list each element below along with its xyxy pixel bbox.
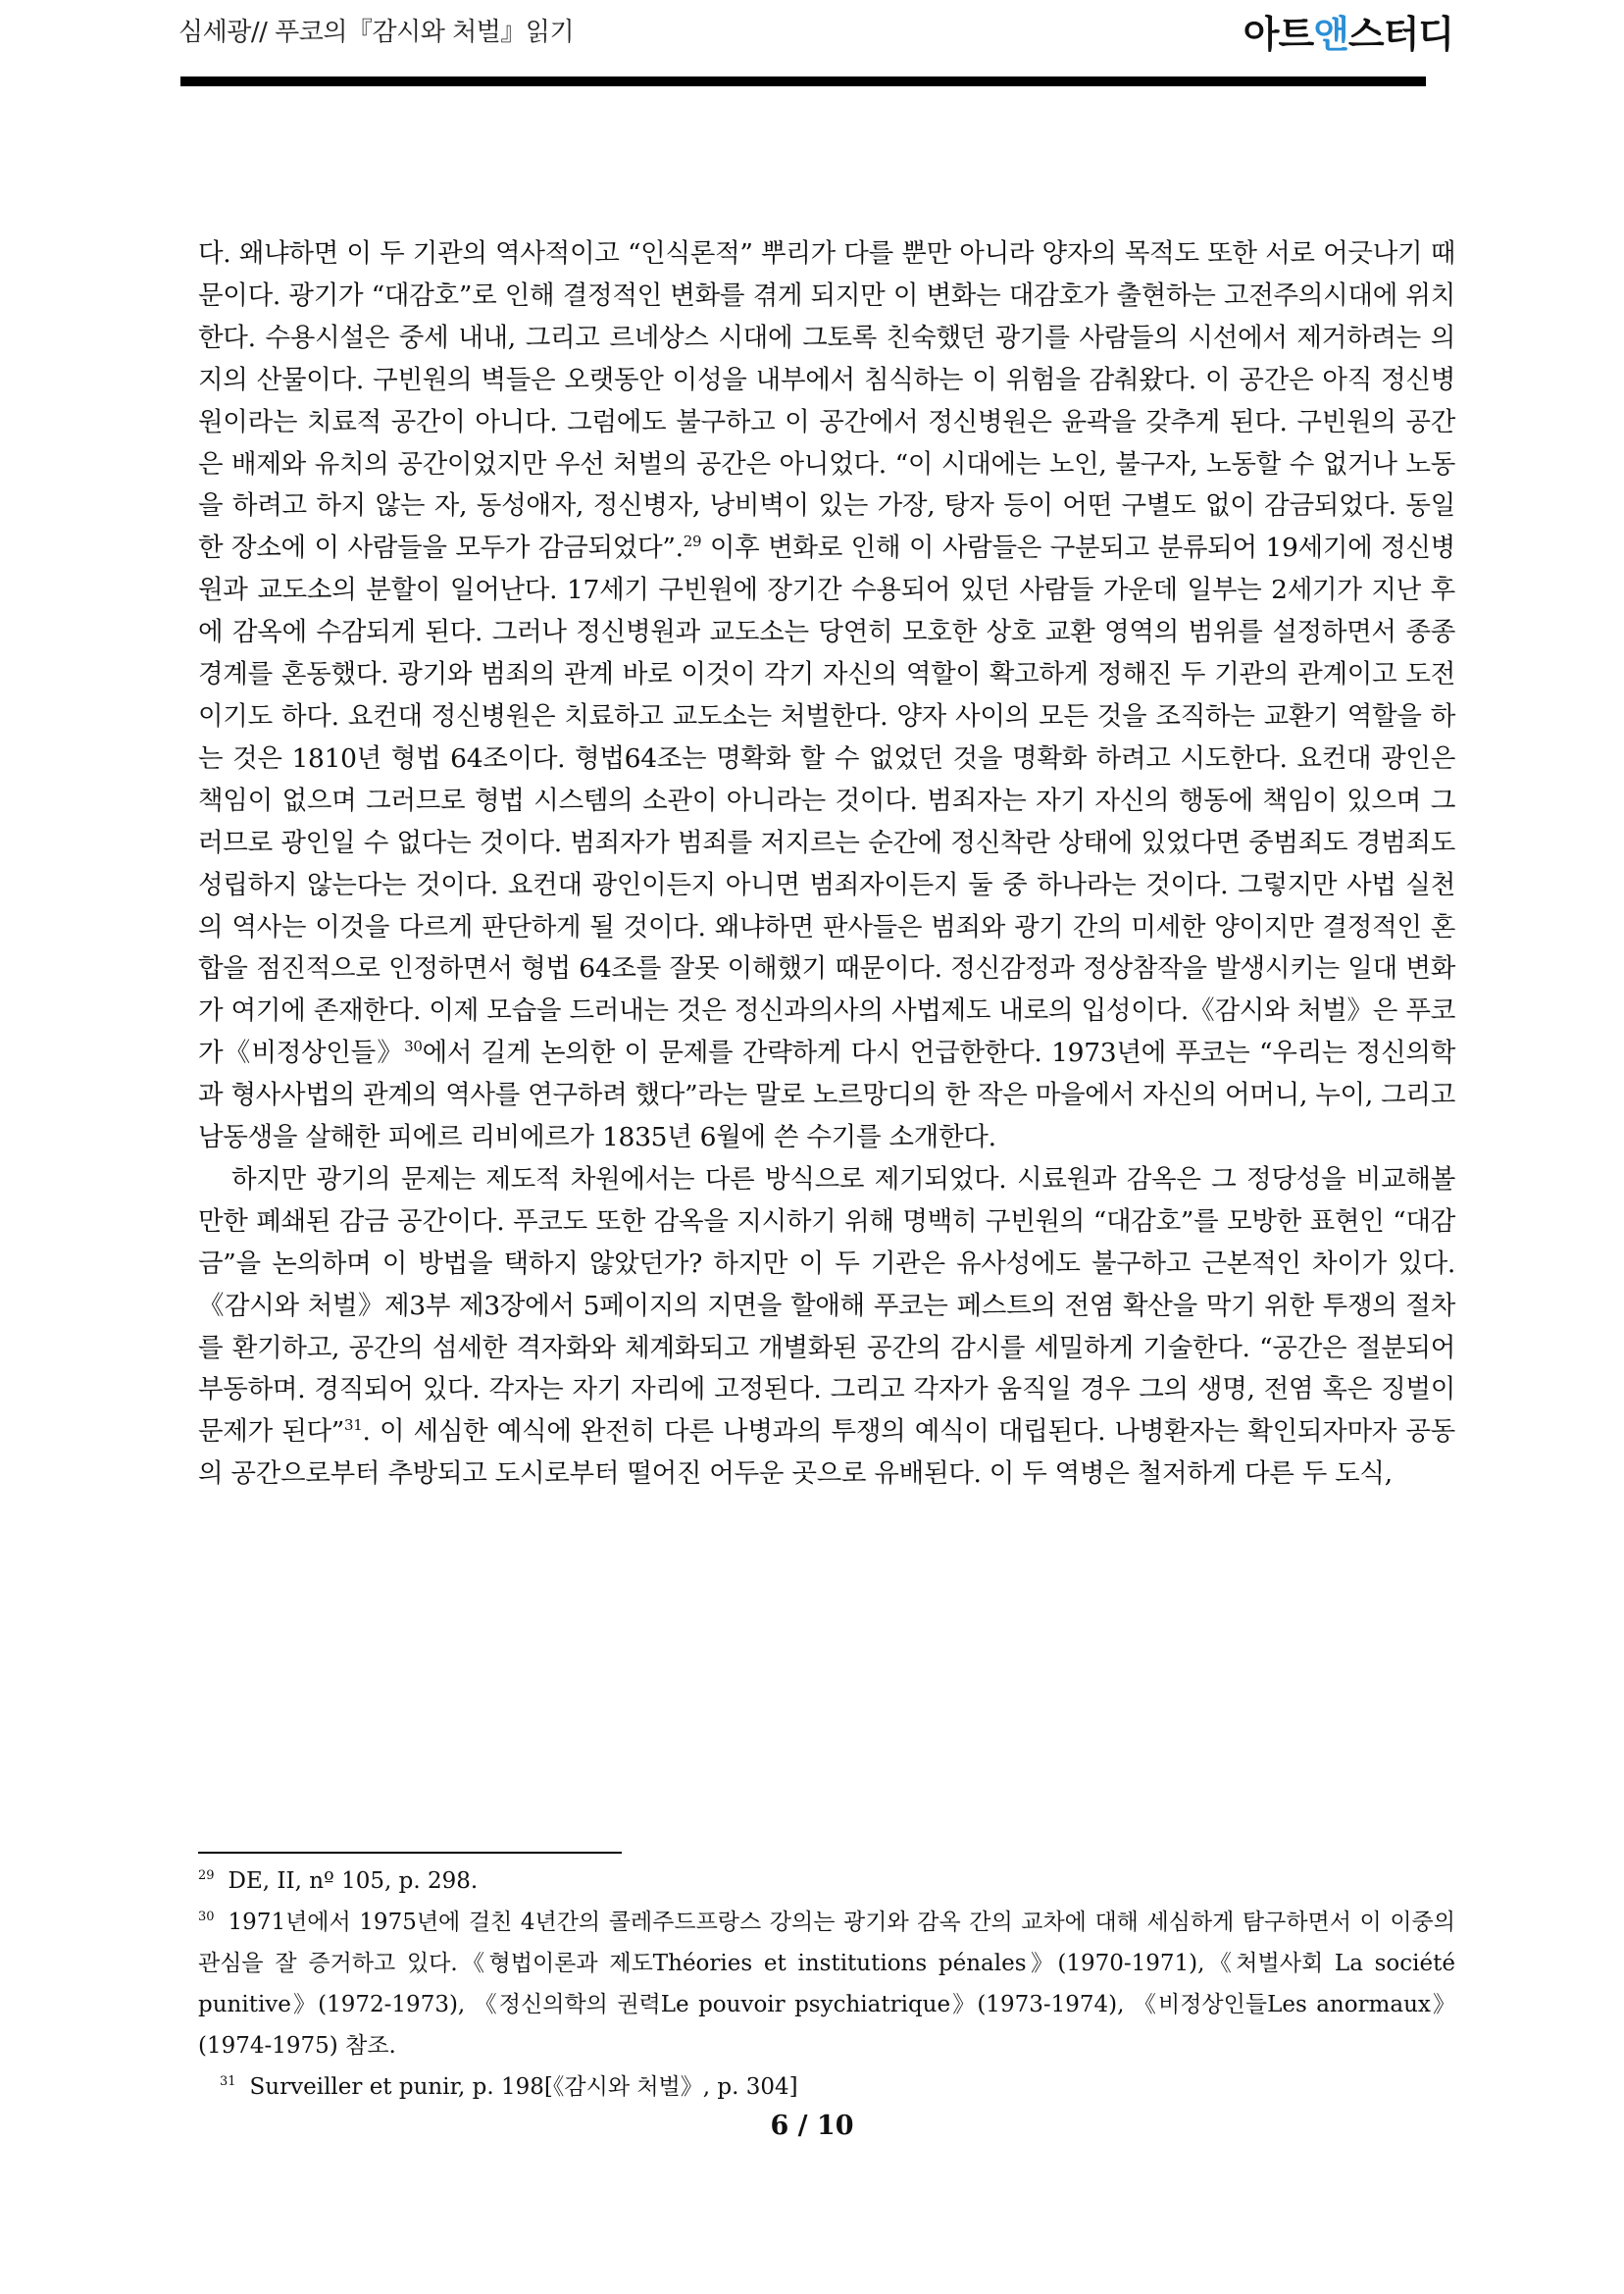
page-number: 6 / 10: [770, 2111, 854, 2141]
footnote-ref-31[interactable]: 31: [344, 1416, 363, 1435]
footnote-30-text: 1971년에서 1975년에 걸친 4년간의 콜레주드프랑스 강의는 광기와 감옥 간의 교차에 대해 세심하게 탐구하면서 이 이중의 관심을 잘 증거하고 있다.《형법이론과 제도Théories et institutions pénales》(1970-1971),《처벌사회 La société punitive》(1972-1973), 《정신의학의 권력Le pouvoir psychiatrique》(1973-1974), 《비정상인들Les anormaux》(1974-1975) 참조.: [198, 1910, 1455, 2059]
footnote-30: [198, 1902, 1455, 2066]
header-divider: [180, 76, 1426, 86]
footnote-29-text: DE, II, nº 105, p. 298.: [228, 1868, 479, 1894]
brand-logo: [1243, 4, 1453, 58]
paragraph-2-part-2: . 이 세심한 예식에 완전히 다른 나병과의 투쟁의 예식이 대립된다. 나병환자는 확인되자마자 공동의 공간으로부터 추방되고 도시로부터 떨어진 어두운 곳으로 유배된다. 이 두 역병은 철저하게 다른 두 도식,: [198, 1416, 1455, 1490]
footnote-31: [198, 2066, 1455, 2108]
paragraph-1: [198, 233, 1455, 1159]
footnote-31-text: Surveiller et punir, p. 198[《감시와 처벌》, p. 304]: [249, 2074, 798, 2100]
paragraph-1-part-3: 에서 길게 논의한 이 문제를 간략하게 다시 언급한한다. 1973년에 푸코는 “우리는 정신의학과 형사사법의 관계의 역사를 연구하려 했다”라는 말로 노르망디의 한 작은 마을에서 자신의 어머니, 누이, 그리고 남동생을 살해한 피에르 리비에르가 1835년 6월에 쓴 수기를 소개한다.: [198, 1038, 1455, 1153]
footnote-29: [198, 1861, 1455, 1902]
brand-logo-part-2: 스터디: [1347, 13, 1453, 56]
main-text: [198, 233, 1455, 1496]
paragraph-2: [198, 1159, 1455, 1496]
brand-logo-part-1: 아트: [1243, 13, 1314, 56]
footnote-divider: [198, 1852, 622, 1854]
footnote-31-number: 31: [220, 2074, 236, 2090]
brand-logo-accent: 앤: [1313, 13, 1348, 56]
footnote-29-number: 29: [198, 1868, 215, 1884]
paragraph-1-part-2: 이후 변화로 인해 이 사람들은 구분되고 분류되어 19세기에 정신병원과 교도소의 분할이 일어난다. 17세기 구빈원에 장기간 수용되어 있던 사람들 가운데 일부는 2세기가 지난 후에 감옥에 수감되게 된다. 그러나 정신병원과 교도소는 당연히 모호한 상호 교환 영역의 범위를 설정하면서 종종 경계를 혼동했다. 광기와 범죄의 관계 바로 이것이 각기 자신의 역할이 확고하게 정해진 두 기관의 관계이고 도전이기도 하다. 요컨대 정신병원은 치료하고 교도소는 처벌한다. 양자 사이의 모든 것을 조직하는 교환기 역할을 하는 것은 1810년 형법 64조이다. 형법64조는 명확화 할 수 없었던 것을 명확화 하려고 시도한다. 요컨대 광인은 책임이 없으며 그러므로 형법 시스템의 소관이 아니라는 것이다. 범죄자는 자기 자신의 행동에 책임이 있으며 그러므로 광인일 수 없다는 것이다. 범죄자가 범죄를 저지르는 순간에 정신착란 상태에 있었다면 중범죄도 경범죄도 성립하지 않는다는 것이다. 요컨대 광인이든지 아니면 범죄자이든지 둘 중 하나라는 것이다. 그렇지만 사법 실천의 역사는 이것을 다르게 판단하게 될 것이다. 왜냐하면 판사들은 범죄와 광기 간의 미세한 양이지만 결정적인 혼합을 점진적으로 인정하면서 형법 64조를 잘못 이해했기 때문이다. 정신감정과 정상참작을 발생시키는 일대 변화가 여기에 존재한다. 이제 모습을 드러내는 것은 정신과의사의 사법제도 내로의 입성이다.《감시와 처벌》은 푸코가《비정상인들》: [198, 533, 1455, 1069]
footnote-ref-30[interactable]: 30: [404, 1038, 423, 1056]
footnotes: [198, 1861, 1455, 2108]
page-header: [178, 0, 1453, 88]
document-title: 심세광// 푸코의『감시와 처벌』읽기: [178, 18, 575, 47]
paragraph-2-part-1: 하지만 광기의 문제는 제도적 차원에서는 다른 방식으로 제기되었다. 시료원과 감옥은 그 정당성을 비교해볼 만한 폐쇄된 감금 공간이다. 푸코도 또한 감옥을 지시하기 위해 명백히 구빈원의 “대감호”를 모방한 표현인 “대감금”을 논의하며 이 방법을 택하지 않았던가? 하지만 이 두 기관은 유사성에도 불구하고 근본적인 차이가 있다.《감시와 처벌》제3부 제3장에서 5페이지의 지면을 할애해 푸코는 페스트의 전염 확산을 막기 위한 투쟁의 절차를 환기하고, 공간의 섬세한 격자화와 체계화되고 개별화된 공간의 감시를 세밀하게 기술한다. “공간은 절분되어 부동하며. 경직되어 있다. 각자는 자기 자리에 고정된다. 그리고 각자가 움직일 경우 그의 생명, 전염 혹은 징벌이 문제가 된다”: [198, 1163, 1455, 1448]
footnote-30-number: 30: [198, 1910, 215, 1925]
paragraph-1-part-1: 다. 왜냐하면 이 두 기관의 역사적이고 “인식론적” 뿌리가 다를 뿐만 아니라 양자의 목적도 또한 서로 어긋나기 때문이다. 광기가 “대감호”로 인해 결정적인 변화를 겪게 되지만 이 변화는 대감호가 출현하는 고전주의시대에 위치한다. 수용시설은 중세 내내, 그리고 르네상스 시대에 그토록 친숙했던 광기를 사람들의 시선에서 제거하려는 의지의 산물이다. 구빈원의 벽들은 오랫동안 이성을 내부에서 침식하는 이 위험을 감춰왔다. 이 공간은 아직 정신병원이라는 치료적 공간이 아니다. 그럼에도 불구하고 이 공간에서 정신병원은 윤곽을 갖추게 된다. 구빈원의 공간은 배제와 유치의 공간이었지만 우선 처벌의 공간은 아니었다. “이 시대에는 노인, 불구자, 노동할 수 없거나 노동을 하려고 하지 않는 자, 동성애자, 정신병자, 낭비벽이 있는 가장, 탕자 등이 어떤 구별도 없이 감금되었다. 동일한 장소에 이 사람들을 모두가 감금되었다”.: [198, 238, 1455, 564]
footnote-ref-29[interactable]: 29: [683, 533, 702, 551]
